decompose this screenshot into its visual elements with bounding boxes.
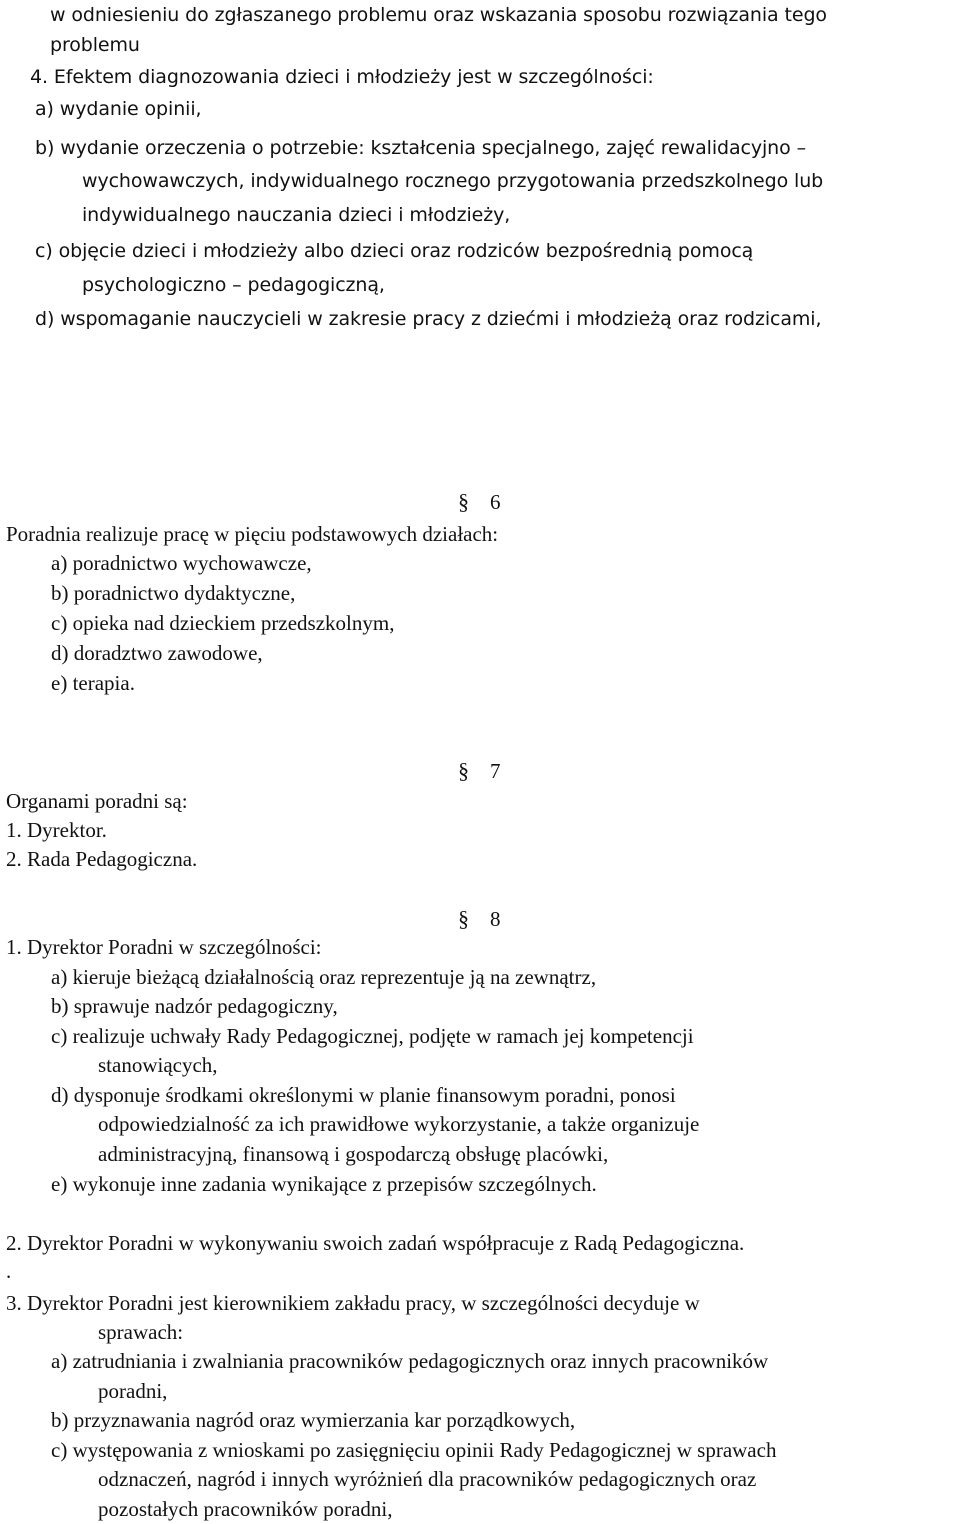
text-line: problemu <box>50 34 140 56</box>
text-line: sprawach: <box>98 1320 184 1344</box>
list-item: 1. Dyrektor. <box>6 818 107 842</box>
text-line: odpowiedzialność za ich prawidłowe wykorzystanie, a także organizuje <box>98 1112 700 1136</box>
text-line: poradni, <box>98 1379 168 1403</box>
text-line: indywidualnego nauczania dzieci i młodzieży, <box>82 204 511 226</box>
list-item: c) opieka nad dzieckiem przedszkolnym, <box>51 611 395 635</box>
list-item: b) wydanie orzeczenia o potrzebie: kształcenia specjalnego, zajęć rewalidacyjno – <box>35 137 806 159</box>
section-sign: § <box>458 489 469 514</box>
text-line: odznaczeń, nagród i innych wyróżnień dla pracowników pedagogicznych oraz <box>98 1467 757 1491</box>
text-line: stanowiących, <box>98 1053 218 1077</box>
list-item: c) objęcie dzieci i młodzieży albo dzieci oraz rodziców bezpośrednią pomocą <box>35 240 754 262</box>
list-item: d) dysponuje środkami określonymi w planie finansowym poradni, ponosi <box>51 1083 676 1107</box>
text-line: w odniesieniu do zgłaszanego problemu oraz wskazania sposobu rozwiązania tego <box>50 4 827 26</box>
section-number: 6 <box>490 490 501 514</box>
list-item: c) występowania z wnioskami po zasięgnięciu opinii Rady Pedagogicznej w sprawach <box>51 1438 777 1462</box>
list-item: d) wspomaganie nauczycieli w zakresie pracy z dziećmi i młodzieżą oraz rodzicami, <box>35 308 822 330</box>
stray-dot: . <box>6 1259 12 1283</box>
list-item: 4. Efektem diagnozowania dzieci i młodzieży jest w szczególności: <box>30 66 654 88</box>
section-heading <box>458 487 501 517</box>
section-sign: § <box>458 758 469 783</box>
list-item: a) kieruje bieżącą działalnością oraz reprezentuje ją na zewnątrz, <box>51 965 597 989</box>
list-item: b) poradnictwo dydaktyczne, <box>51 581 296 605</box>
list-item: 2. Rada Pedagogiczna. <box>6 847 198 871</box>
section-sign: § <box>458 906 469 931</box>
list-item: c) realizuje uchwały Rady Pedagogicznej, podjęte w ramach jej kompetencji <box>51 1024 694 1048</box>
list-item: b) przyznawania nagród oraz wymierzania kar porządkowych, <box>51 1408 576 1432</box>
list-item: 2. Dyrektor Poradni w wykonywaniu swoich zadań współpracuje z Radą Pedagogiczna. <box>6 1231 745 1255</box>
list-item: 3. Dyrektor Poradni jest kierownikiem zakładu pracy, w szczególności decyduje w <box>6 1291 700 1315</box>
section-intro: Poradnia realizuje pracę w pięciu podstawowych działach: <box>6 522 499 546</box>
text-line: administracyjną, finansową i gospodarczą obsługę placówki, <box>98 1142 609 1166</box>
text-line: pozostałych pracowników poradni, <box>98 1497 393 1521</box>
list-item: d) doradztwo zawodowe, <box>51 641 263 665</box>
section-number: 7 <box>490 759 501 783</box>
list-item: b) sprawuje nadzór pedagogiczny, <box>51 994 338 1018</box>
section-number: 8 <box>490 907 501 931</box>
text-line: psychologiczno – pedagogiczną, <box>82 274 385 296</box>
list-item: a) wydanie opinii, <box>35 98 202 120</box>
text-line: wychowawczych, indywidualnego rocznego przygotowania przedszkolnego lub <box>82 170 824 192</box>
section-heading <box>458 904 501 934</box>
section-heading <box>458 756 501 786</box>
list-item: 1. Dyrektor Poradni w szczególności: <box>6 935 322 959</box>
section-intro: Organami poradni są: <box>6 789 188 813</box>
list-item: a) poradnictwo wychowawcze, <box>51 551 312 575</box>
list-item: e) wykonuje inne zadania wynikające z przepisów szczególnych. <box>51 1172 597 1196</box>
list-item: a) zatrudniania i zwalniania pracowników pedagogicznych oraz innych pracowników <box>51 1349 769 1373</box>
list-item: e) terapia. <box>51 671 135 695</box>
